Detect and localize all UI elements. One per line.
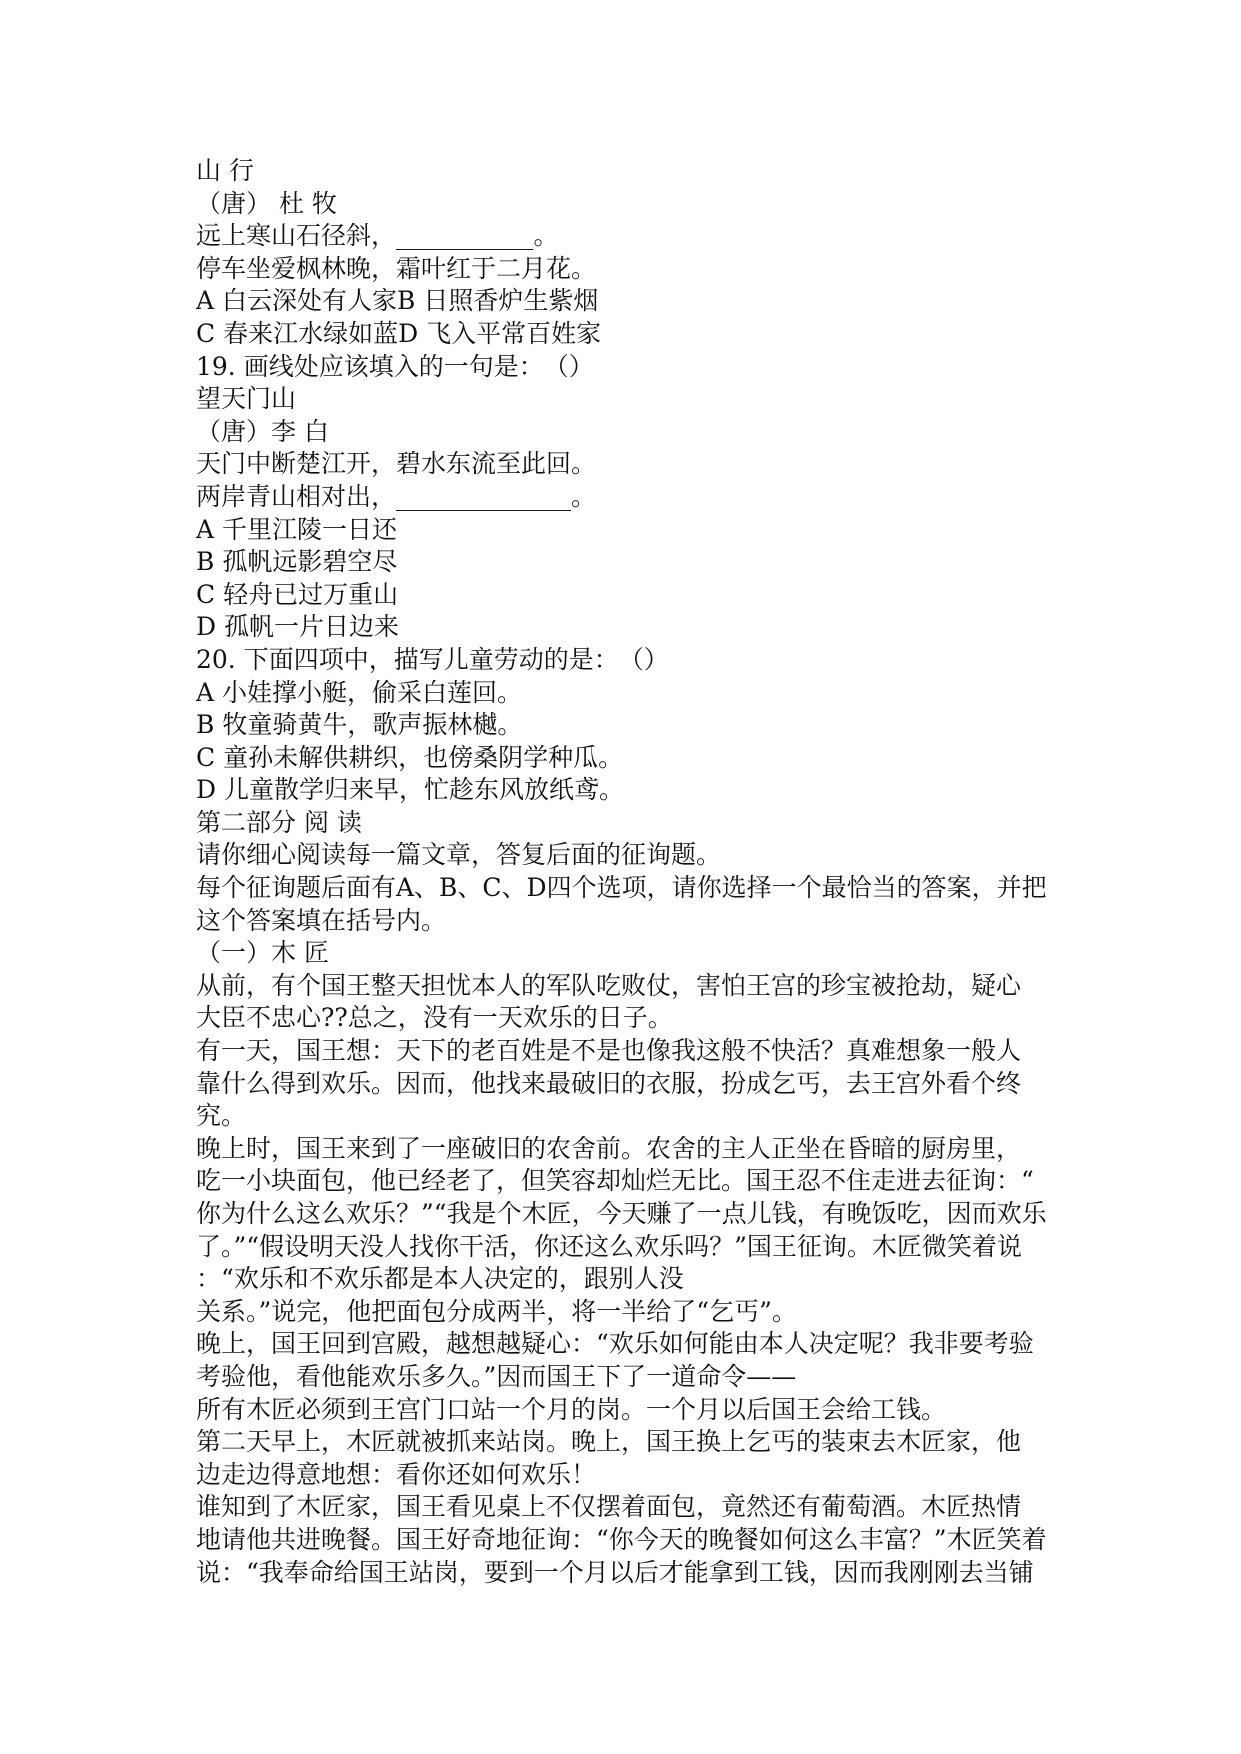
passage-line: 了。”“假设明天没人找你干活，你还这么欢乐吗？”国王征询。木匠微笑着说 bbox=[196, 1231, 1022, 1261]
option-b: B 牧童骑黄牛，歌声振林樾。 bbox=[196, 710, 523, 740]
poem-title-tianmenshan: 望天门山 bbox=[196, 384, 297, 414]
passage-line: 你为什么这么欢乐？”“我是个木匠，今天赚了一点儿钱，有晚饭吃，因而欢乐 bbox=[196, 1199, 1047, 1228]
instruction-line: 每个征询题后面有A、B、C、D四个选项，请你选择一个最恰当的答案，并把 bbox=[196, 873, 1047, 903]
passage-line: 说：“我奉命给国王站岗，要到一个月以后才能拿到工钱，因而我刚刚去当铺 bbox=[196, 1557, 1034, 1587]
passage-line: 究。 bbox=[196, 1101, 247, 1131]
poem-line: 停车坐爱枫林晚，霜叶红于二月花。 bbox=[196, 253, 597, 283]
option-a: A 千里江陵一日还 bbox=[196, 514, 398, 544]
passage-line: 晚上时，国王来到了一座破旧的农舍前。农舍的主人正坐在昏暗的厨房里， bbox=[196, 1133, 1022, 1163]
option-line-cd: C 春来江水绿如蓝D 飞入平常百姓家 bbox=[196, 318, 602, 348]
passage-line: 地请他共进晚餐。国王好奇地征询：“你今天的晚餐如何这么丰富？”木匠笑着 bbox=[196, 1524, 1047, 1554]
option-c: C 轻舟已过万重山 bbox=[196, 579, 399, 609]
option-line-ab: A 白云深处有人家B 日照香炉生紫烟 bbox=[196, 286, 599, 316]
passage-line: 谁知到了木匠家，国王看见桌上不仅摆着面包，竟然还有葡萄酒。木匠热情 bbox=[196, 1492, 1022, 1522]
passage-line: 靠什么得到欢乐。因而，他找来最破旧的衣服，扮成乞丐，去王宫外看个终 bbox=[196, 1068, 1022, 1098]
passage-line: 大臣不忠心??总之，没有一天欢乐的日子。 bbox=[196, 1003, 673, 1033]
passage-line: 关系。”说完，他把面包分成两半，将一半给了“乞丐”。 bbox=[196, 1296, 797, 1326]
section-heading-reading: 第二部分 阅 读 bbox=[196, 807, 362, 837]
poem-line-blank-2: 两岸青山相对出，______________。 bbox=[196, 481, 597, 511]
passage-line: 从前，有个国王整天担忧本人的军队吃败仗，害怕王宫的珍宝被抢劫，疑心 bbox=[196, 970, 1022, 1000]
poem-author-li-bai: （唐）李 白 bbox=[196, 416, 329, 446]
poem-line-blank-1: 远上寒山石径斜，___________。 bbox=[196, 221, 559, 251]
question-19: 19. 画线处应该填入的一句是： （） bbox=[196, 351, 594, 381]
option-b: B 孤帆远影碧空尽 bbox=[196, 547, 398, 577]
passage-line: ：“欢乐和不欢乐都是本人决定的，跟别人没 bbox=[196, 1264, 684, 1294]
passage-line: 边走边得意地想：看你还如何欢乐！ bbox=[196, 1459, 597, 1489]
passage-line: 晚上，国王回到宫殿，越想越疑心：“欢乐如何能由本人决定呢？我非要考验 bbox=[196, 1329, 1034, 1359]
instruction-line: 请你细心阅读每一篇文章，答复后面的征询题。 bbox=[196, 840, 722, 870]
document-page bbox=[196, 155, 1056, 1589]
passage-line: 考验他，看他能欢乐多久。”因而国王下了一道命令—— bbox=[196, 1361, 797, 1391]
poem-author-du-mu: （唐） 杜 牧 bbox=[196, 188, 337, 218]
option-d: D 孤帆一片日边来 bbox=[196, 612, 399, 642]
question-20: 20. 下面四项中，描写儿童劳动的是： （） bbox=[196, 644, 669, 674]
option-a: A 小娃撑小艇，偷采白莲回。 bbox=[196, 677, 523, 707]
poem-title-shanxing: 山 行 bbox=[196, 156, 254, 185]
passage-title-carpenter: （一）木 匠 bbox=[196, 938, 329, 968]
passage-line: 所有木匠必须到王宫门口站一个月的岗。一个月以后国王会给工钱。 bbox=[196, 1394, 947, 1424]
passage-line: 有一天，国王想：天下的老百姓是不是也像我这般不快活？真难想象一般人 bbox=[196, 1036, 1022, 1066]
option-d: D 儿童散学归来早，忙趁东风放纸鸢。 bbox=[196, 775, 624, 805]
option-c: C 童孙未解供耕织，也傍桑阴学种瓜。 bbox=[196, 742, 624, 772]
passage-line: 第二天早上，木匠就被抓来站岗。晚上，国王换上乞丐的装束去木匠家，他 bbox=[196, 1427, 1022, 1457]
instruction-line: 这个答案填在括号内。 bbox=[196, 905, 447, 935]
passage-line: 吃一小块面包，他已经老了，但笑容却灿烂无比。国王忍不住走进去征询：“ bbox=[196, 1166, 1034, 1196]
poem-line: 天门中断楚江开，碧水东流至此回。 bbox=[196, 449, 597, 479]
